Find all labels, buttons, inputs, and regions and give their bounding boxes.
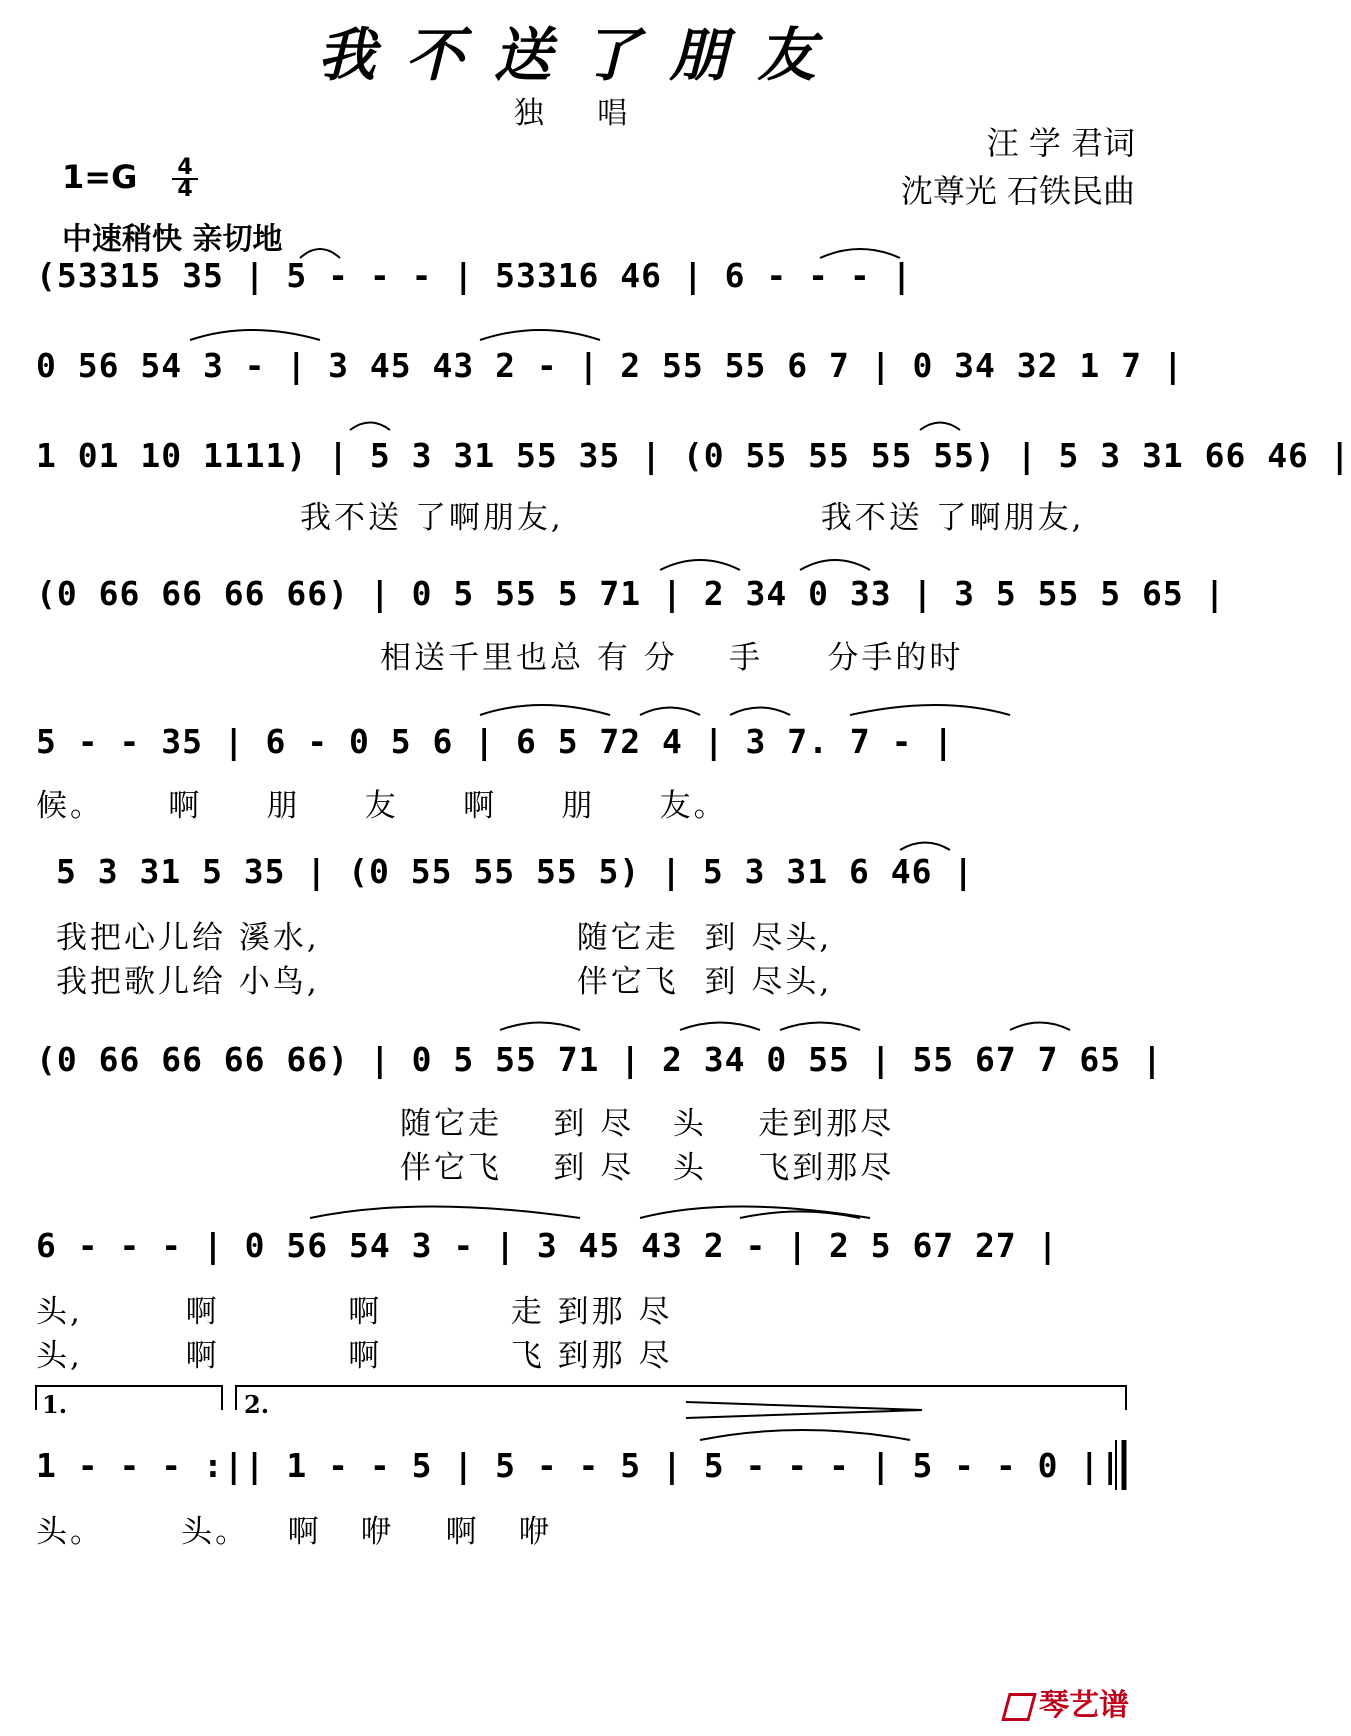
slur	[820, 249, 900, 258]
notation-line-5: 5 - - 35 | 6 - 0 5 6 | 6 5 72 4 | 3 7. 7 - |	[36, 722, 955, 761]
notation-line-1: (53315 35 | 5 - - - | 53316 46 | 6 - - - |	[36, 256, 913, 295]
notation-line-8: 6 - - - | 0 56 54 3 - | 3 45 43 2 - | 2 5 67 27 |	[36, 1226, 1059, 1265]
notation-line-6: 5 3 31 5 35 | (0 55 55 55 5) | 5 3 31 6 46 |	[56, 852, 975, 891]
slur	[500, 1023, 580, 1031]
time-signature: 4 4	[172, 158, 198, 200]
slur	[800, 560, 870, 570]
lyric-line-9: 头。 头。 啊 咿 啊 咿	[36, 1514, 553, 1550]
song-title: 我不送了朋友	[317, 21, 846, 89]
notation-line-2: 0 56 54 3 - | 3 45 43 2 - | 2 55 55 6 7 | 0 34 32 1 7 |	[36, 346, 1184, 385]
volta-1-bracket	[36, 1386, 222, 1410]
slur	[700, 1430, 910, 1440]
notation-line-4: (0 66 66 66 66) | 0 5 55 5 71 | 2 34 0 33 | 3 5 55 5 65 |	[36, 574, 1226, 613]
site-logo: 琴艺谱	[1005, 1680, 1129, 1724]
lyric-line-6a: 我把心儿给 溪水, 随它走 到 尽头,	[56, 920, 833, 956]
slur	[1010, 1023, 1070, 1031]
song-subtitle: 独 唱	[513, 96, 650, 131]
slur	[640, 1207, 870, 1219]
lyric-line-8b: 头, 啊 啊 飞 到那 尽	[36, 1338, 673, 1374]
slur	[780, 1023, 860, 1031]
tempo-marking: 中速稍快 亲切地	[62, 222, 283, 257]
decrescendo-hairpin	[686, 1402, 922, 1418]
volta-2-bracket	[236, 1386, 1126, 1410]
lyric-line-4: 相送千里也总 有 分 手 分手的时	[380, 640, 964, 676]
volta-1-label: 1.	[42, 1390, 68, 1419]
slur	[480, 705, 610, 715]
lyric-line-8a: 头, 啊 啊 走 到那 尽	[36, 1294, 673, 1330]
slur	[740, 1212, 860, 1219]
composer-credit: 沈尊光 石铁民曲	[900, 172, 1135, 210]
slur	[350, 423, 390, 431]
notation-line-3: 1 01 10 1111) | 5 3 31 55 35 | (0 55 55 55 55) | 5 3 31 66 46 |	[36, 436, 1351, 475]
lyric-line-6b: 我把歌儿给 小鸟, 伴它飞 到 尽头,	[56, 964, 833, 1000]
volta-2-label: 2.	[244, 1390, 270, 1419]
slur	[190, 330, 320, 340]
lyric-line-5: 候。 啊 朋 友 啊 朋 友。	[36, 788, 728, 824]
lyric-line-7a: 随它走 到 尽 头 走到那尽	[400, 1106, 895, 1142]
slur	[300, 249, 340, 258]
slur	[900, 843, 950, 851]
logo-icon	[1001, 1693, 1037, 1721]
slur	[680, 1023, 760, 1031]
slur	[850, 705, 1010, 715]
slur	[640, 708, 700, 716]
slur	[660, 560, 740, 570]
notation-line-9: 1 - - - :|| 1 - - 5 | 5 - - 5 | 5 - - - | 5 - - 0 ||	[36, 1446, 1122, 1485]
slur	[730, 708, 790, 716]
slur	[480, 330, 600, 340]
lyricist-credit: 汪 学 君词	[986, 124, 1135, 162]
lyric-line-3: 我不送 了啊朋友, 我不送 了啊朋友,	[300, 500, 1085, 536]
key-signature: 1=G	[62, 158, 138, 196]
lyric-line-7b: 伴它飞 到 尽 头 飞到那尽	[400, 1150, 895, 1186]
notation-line-7: (0 66 66 66 66) | 0 5 55 71 | 2 34 0 55 | 55 67 7 65 |	[36, 1040, 1163, 1079]
slur	[920, 423, 960, 431]
slur	[310, 1207, 580, 1219]
